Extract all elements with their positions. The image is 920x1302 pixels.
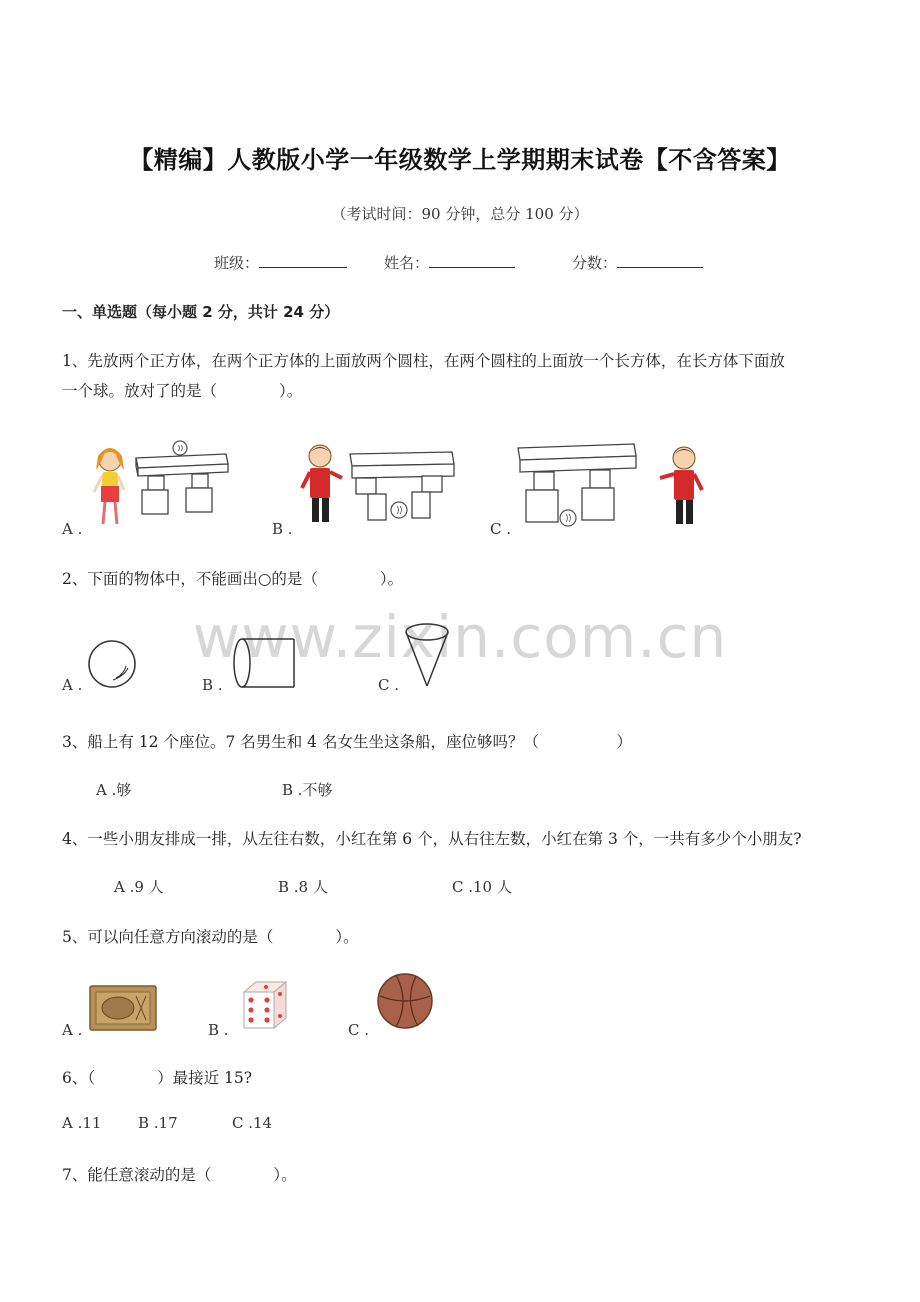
- class-field: [214, 252, 347, 273]
- section-heading: 一、单选题（每小题 2 分，共计 24 分）: [62, 303, 340, 321]
- question-6-option-a[interactable]: A .11: [62, 1114, 102, 1132]
- question-5-option-c[interactable]: C .: [348, 1021, 370, 1039]
- question-1-option-b[interactable]: B .: [272, 520, 293, 538]
- question-2-option-a[interactable]: A .: [62, 676, 83, 694]
- dice-picture: [236, 980, 288, 1032]
- question-4-option-c[interactable]: C .10 人: [452, 878, 512, 896]
- question-5-option-b[interactable]: B .: [208, 1021, 229, 1039]
- blocks-with-boy-picture: [514, 434, 710, 528]
- question-1-line-1: 1、先放两个正方体，在两个正方体的上面放两个圆柱，在两个圆柱的上面放一个长方体，在长方体下面放: [62, 352, 785, 370]
- sphere-picture: [86, 638, 138, 690]
- question-3-text: 3、船上有 12 个座位。7 名男生和 4 名女生坐这条船，座位够吗？（ ）: [62, 733, 632, 751]
- girl-with-blocks-picture: [88, 436, 248, 532]
- question-6-option-c[interactable]: C .14: [232, 1114, 273, 1132]
- question-3-option-a[interactable]: A .够: [96, 781, 132, 799]
- name-label: 姓名：: [384, 254, 430, 272]
- name-blank[interactable]: [429, 253, 515, 268]
- score-field: [572, 252, 703, 273]
- class-blank[interactable]: [259, 253, 347, 268]
- question-4-option-b[interactable]: B .8 人: [278, 878, 328, 896]
- name-field: [384, 252, 515, 273]
- question-7-text: 7、能任意滚动的是（ ）。: [62, 1166, 297, 1184]
- score-blank[interactable]: [617, 253, 703, 268]
- watermark: www.zixin.com.cn: [192, 603, 728, 671]
- question-1-option-a[interactable]: A .: [62, 520, 83, 538]
- boy-with-blocks-picture: [298, 442, 458, 528]
- question-4-option-a[interactable]: A .9 人: [114, 878, 164, 896]
- question-6-text: 6、（ ）最接近 15?: [62, 1069, 253, 1087]
- page-title: 【精编】人教版小学一年级数学上学期期末试卷【不含答案】: [129, 146, 791, 174]
- cone-picture: [402, 620, 452, 690]
- question-2-option-b[interactable]: B .: [202, 676, 223, 694]
- class-label: 班级：: [214, 254, 260, 272]
- question-1-line-2: 一个球。放对了的是（ ）。: [62, 382, 303, 400]
- question-4-text: 4、一些小朋友排成一排，从左往右数，小红在第 6 个，从右往左数，小红在第 3 个，一共有多少个小朋友?: [62, 830, 802, 848]
- question-1-option-c[interactable]: C .: [490, 520, 512, 538]
- question-5-text: 5、可以向任意方向滚动的是（ ）。: [62, 928, 359, 946]
- question-2-text: 2、下面的物体中，不能画出○的是（ ）。: [62, 570, 404, 588]
- exam-subtitle: （考试时间：90 分钟，总分 100 分）: [331, 205, 589, 223]
- question-6-option-b[interactable]: B .17: [138, 1114, 178, 1132]
- question-2-option-c[interactable]: C .: [378, 676, 400, 694]
- score-label: 分数：: [572, 254, 618, 272]
- wooden-box-picture: [88, 982, 158, 1032]
- question-3-option-b[interactable]: B .不够: [282, 781, 333, 799]
- basketball-picture: [376, 972, 434, 1030]
- question-5-option-a[interactable]: A .: [62, 1021, 83, 1039]
- cylinder-picture: [230, 636, 300, 690]
